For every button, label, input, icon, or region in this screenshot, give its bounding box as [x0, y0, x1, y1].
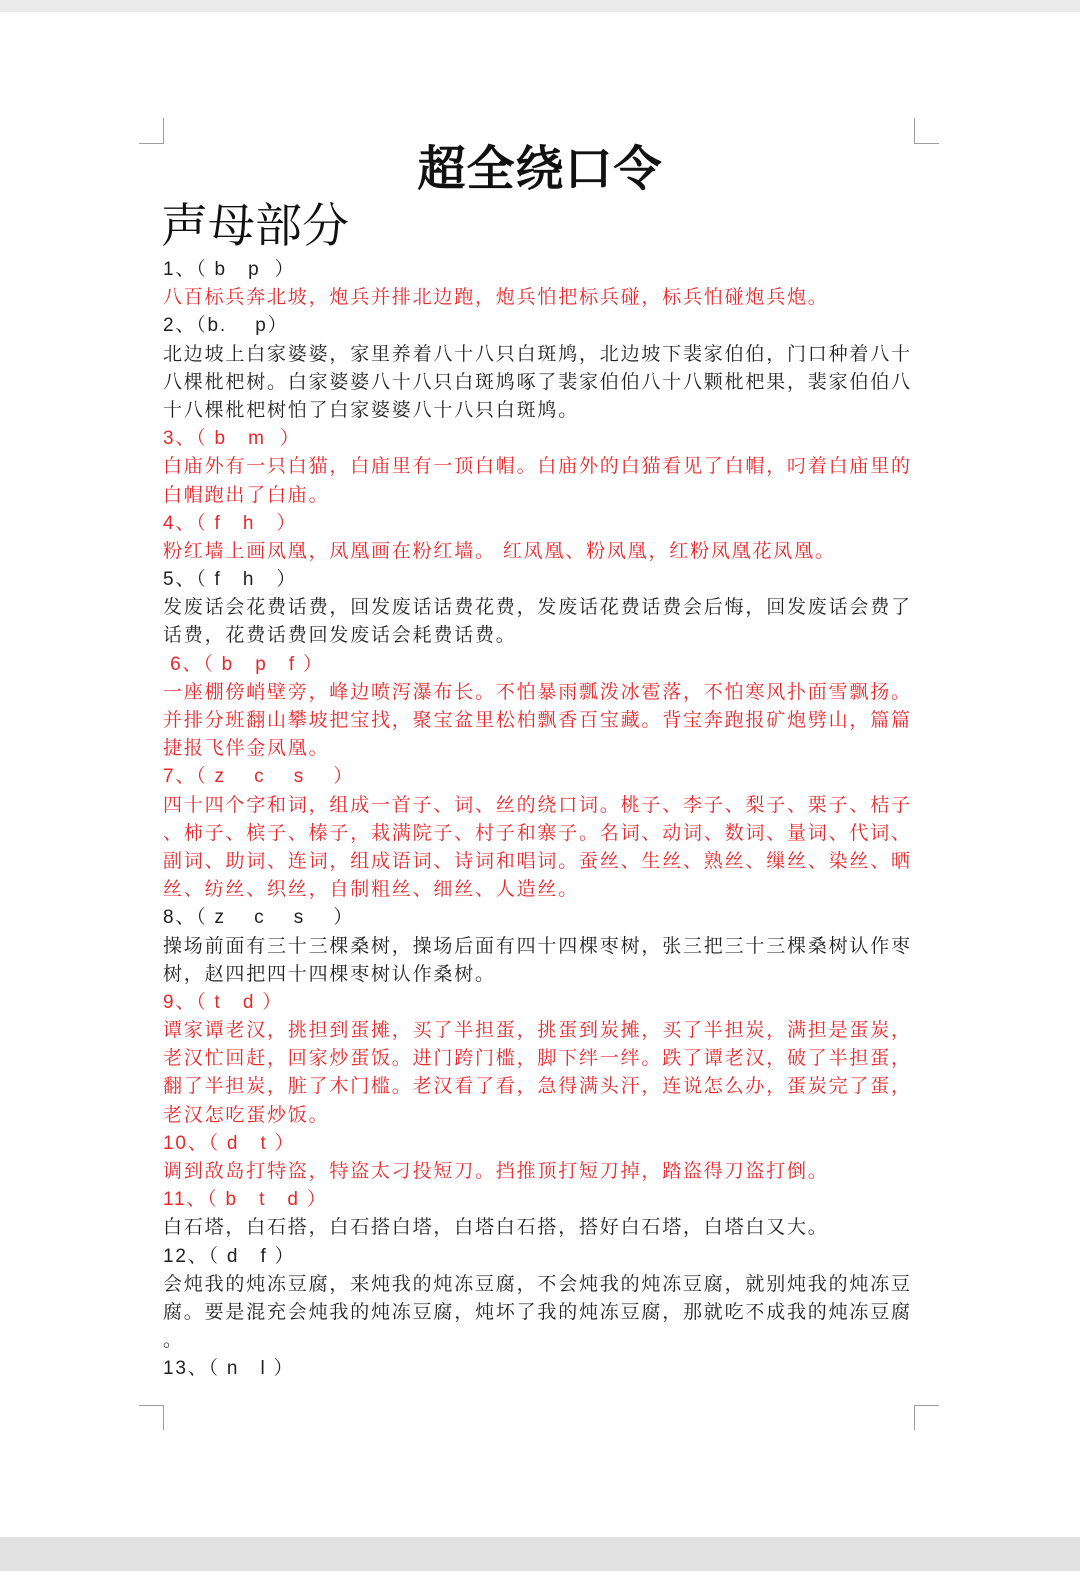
- item-text-line: 发废话会花费话费，回发废话话费花费，发废话花费话费会后悔，回发废话会费了: [163, 597, 912, 619]
- tongue-twister-item: [163, 651, 923, 764]
- item-heading: 11、（ b t d ）: [163, 1189, 328, 1211]
- item-text-line: 副词、助词、连词，组成语词、诗词和唱词。蚕丝、生丝、熟丝、缫丝、染丝、晒: [163, 850, 912, 872]
- item-text-line: 粉红墙上画凤凰，凤凰画在粉红墙。 红凤凰、粉凤凰，红粉凤凰花凤凰。: [163, 540, 836, 562]
- item-heading: 9、（ t d ）: [163, 991, 284, 1013]
- tongue-twister-item: [163, 904, 923, 989]
- item-text-line: 调到敌岛打特盗，特盗太刁投短刀。挡推顶打短刀掉，踏盗得刀盗打倒。: [163, 1161, 829, 1182]
- item-heading: 12、（ d f ）: [163, 1245, 296, 1267]
- item-text-line: 八百标兵奔北坡，炮兵并排北边跑，炮兵怕把标兵碰，标兵怕碰炮兵炮。: [163, 287, 829, 309]
- item-text-line: 会炖我的炖冻豆腐，来炖我的炖冻豆腐，不会炖我的炖冻豆腐，就别炖我的炖冻豆: [163, 1273, 912, 1295]
- item-text-line: 腐。要是混充会炖我的炖冻豆腐，炖坏了我的炖冻豆腐，那就吃不成我的炖冻豆腐: [163, 1301, 912, 1323]
- item-heading: 7、（ z c s ）: [163, 766, 355, 788]
- item-text-line: 谭家谭老汉，挑担到蛋摊，买了半担蛋，挑蛋到炭摊，买了半担炭，满担是蛋炭，: [163, 1020, 912, 1042]
- item-text-line: 四十四个字和词，组成一首子、词、丝的绕口词。桃子、李子、梨子、栗子、桔子: [163, 794, 912, 816]
- crop-mark-bottom-right-vertical: [914, 1405, 915, 1430]
- document-body: [163, 256, 923, 1384]
- crop-mark-bottom-left-vertical: [163, 1405, 164, 1430]
- item-text-line: 翻了半担炭，脏了木门槛。老汉看了看，急得满头汗，连说怎么办，蛋炭完了蛋，: [163, 1076, 912, 1098]
- section-heading: 声母部分: [161, 199, 349, 252]
- item-text-line: 老汉忙回赶，回家炒蛋饭。进门跨门槛，脚下绊一绊。跌了谭老汉，破了半担蛋，: [163, 1048, 912, 1070]
- item-text-line: 。: [163, 1330, 184, 1352]
- item-text-line: 白帽跑出了白庙。: [163, 484, 330, 506]
- item-text-line: 操场前面有三十三棵桑树，操场后面有四十四棵枣树，张三把三十三棵桑树认作枣: [163, 935, 912, 957]
- item-text-line: 一座棚傍峭壁旁，峰边喷泻瀑布长。不怕暴雨瓢泼冰雹落，不怕寒风扑面雪飘扬。: [163, 681, 912, 703]
- item-text-line: 话费，花费话费回发废话会耗费话费。: [163, 625, 517, 647]
- item-text-line: 捷报飞伴金凤凰。: [163, 738, 330, 760]
- tongue-twister-item: [163, 1355, 923, 1383]
- item-heading: 8、（ z c s ）: [163, 907, 355, 929]
- item-heading: 10、（ d t ）: [163, 1132, 296, 1154]
- item-text-line: 丝、纺丝、织丝，自制粗丝、细丝、人造丝。: [163, 879, 580, 901]
- document-title: 超全绕口令: [417, 143, 663, 196]
- item-heading: 3、（ b m ）: [163, 428, 301, 450]
- item-heading: 5、（ f h ）: [163, 569, 298, 591]
- tongue-twister-item: [163, 425, 923, 510]
- item-text-line: 老汉怎吃蛋炒饭。: [163, 1104, 330, 1126]
- item-heading: 4、（ f h ）: [163, 512, 298, 534]
- item-text-line: 树，赵四把四十四棵枣树认作桑树。: [163, 963, 496, 985]
- tongue-twister-item: [163, 510, 923, 566]
- item-heading: 6、（ b p f ）: [163, 653, 324, 675]
- viewer-background-bottom: [0, 1537, 1080, 1571]
- crop-mark-bottom-right-horizontal: [914, 1405, 939, 1406]
- tongue-twister-item: [163, 989, 923, 1130]
- item-text-line: 八棵枇杷树。白家婆婆八十八只白斑鸠啄了裴家伯伯八十八颗枇杷果，裴家伯伯八: [163, 371, 912, 393]
- tongue-twister-item: [163, 763, 923, 904]
- tongue-twister-item: [163, 312, 923, 425]
- tongue-twister-item: [163, 566, 923, 651]
- item-heading: 13、（ n l ）: [163, 1358, 295, 1380]
- item-heading: 1、（ b p ）: [163, 259, 296, 280]
- tongue-twister-item: [163, 1243, 923, 1356]
- item-text-line: 北边坡上白家婆婆，家里养着八十八只白斑鸠，北边坡下裴家伯伯，门口种着八十: [163, 343, 912, 365]
- item-text-line: 白石塔，白石搭，白石搭白塔，白塔白石搭，搭好白石塔，白塔白又大。: [163, 1217, 829, 1239]
- tongue-twister-item: [163, 1130, 923, 1186]
- item-text-line: 十八棵枇杷树怕了白家婆婆八十八只白斑鸠。: [163, 399, 580, 421]
- viewer-background-top: [0, 0, 1080, 12]
- item-text-line: 、柿子、槟子、榛子，栽满院子、村子和寨子。名词、动词、数词、量词、代词、: [163, 822, 912, 844]
- tongue-twister-item: [163, 256, 923, 312]
- item-heading: 2、（b. p）: [163, 315, 289, 337]
- item-text-line: 白庙外有一只白猫，白庙里有一顶白帽。白庙外的白猫看见了白帽，叼着白庙里的: [163, 456, 912, 478]
- item-text-line: 并排分班翻山攀坡把宝找，聚宝盆里松柏飘香百宝藏。背宝奔跑报矿炮劈山，篇篇: [163, 710, 912, 731]
- tongue-twister-item: [163, 1186, 923, 1242]
- crop-mark-bottom-left-horizontal: [139, 1405, 164, 1406]
